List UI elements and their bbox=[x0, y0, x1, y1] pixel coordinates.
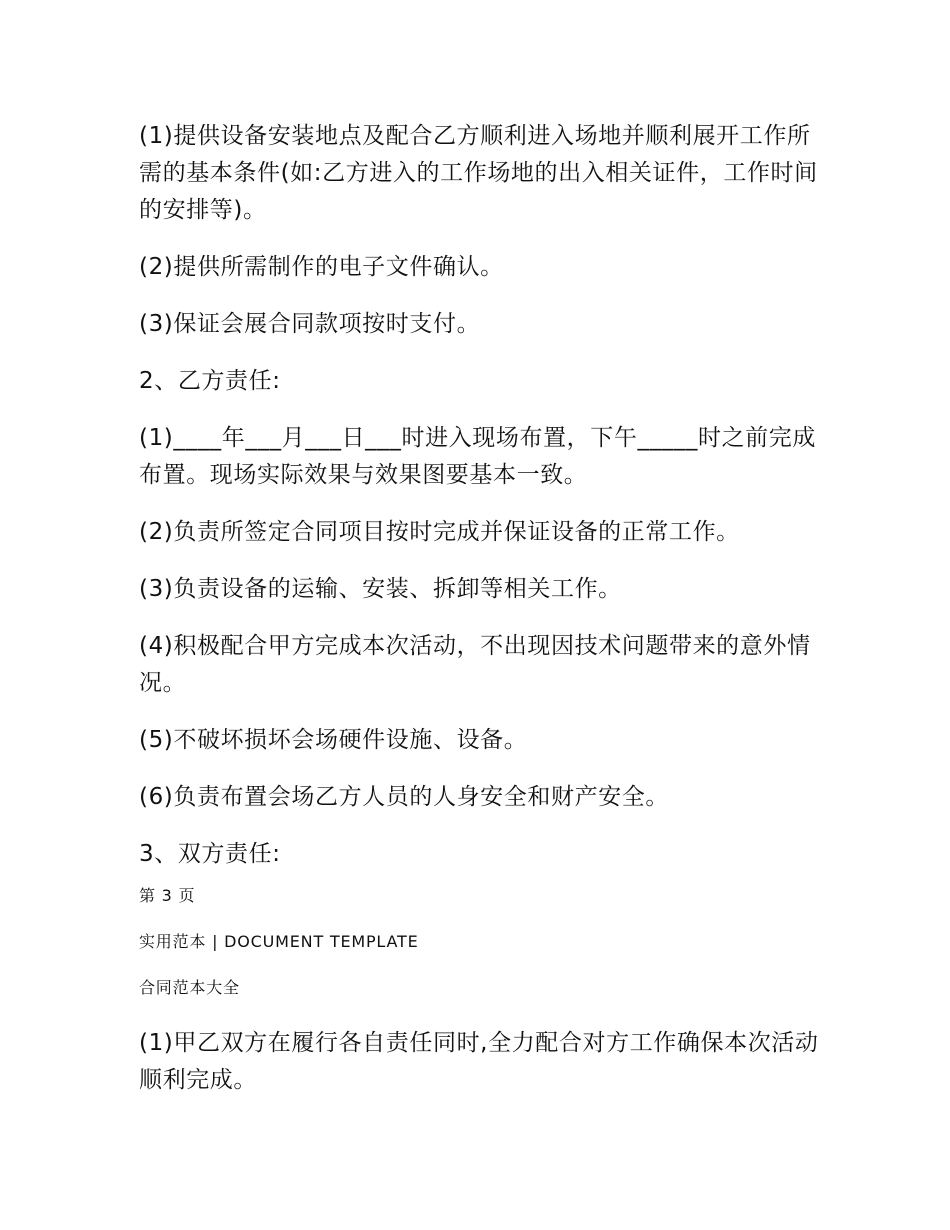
header-subtitle: 合同范本大全 bbox=[139, 978, 240, 997]
header-brand: 实用范本 | DOCUMENT TEMPLATE bbox=[139, 932, 419, 951]
page-number: 第 3 页 bbox=[139, 886, 196, 905]
clause-party-b-3: (3)负责设备的运输、安装、拆卸等相关工作。 bbox=[139, 576, 622, 602]
clause-party-a-1: (1)提供设备安装地点及配合乙方顺利进入场地并顺利展开工作所需的基本条件(如:乙方进入的工作场地的出入相关证件，工作时间的安排等)。 bbox=[139, 123, 818, 223]
section-heading-party-b: 2、乙方责任: bbox=[139, 368, 281, 394]
document-page bbox=[139, 118, 819, 1119]
clause-party-b-1: (1)____年___月___日___时进入现场布置，下午_____时之前完成布置。现场实际效果与效果图要基本一致。 bbox=[139, 425, 816, 488]
section-heading-both-parties: 3、双方责任: bbox=[139, 841, 281, 867]
clause-both-1: (1)甲乙双方在履行各自责任同时,全力配合对方工作确保本次活动顺利完成。 bbox=[139, 1030, 819, 1093]
clause-party-b-4: (4)积极配合甲方完成本次活动，不出现因技术问题带来的意外情况。 bbox=[139, 633, 811, 696]
clause-party-b-2: (2)负责所签定合同项目按时完成并保证设备的正常工作。 bbox=[139, 519, 740, 545]
clause-party-a-2: (2)提供所需制作的电子文件确认。 bbox=[139, 254, 504, 280]
clause-party-a-3: (3)保证会展合同款项按时支付。 bbox=[139, 311, 481, 337]
clause-party-b-6: (6)负责布置会场乙方人员的人身安全和财产安全。 bbox=[139, 784, 669, 810]
clause-party-b-5: (5)不破坏损坏会场硬件设施、设备。 bbox=[139, 727, 528, 753]
